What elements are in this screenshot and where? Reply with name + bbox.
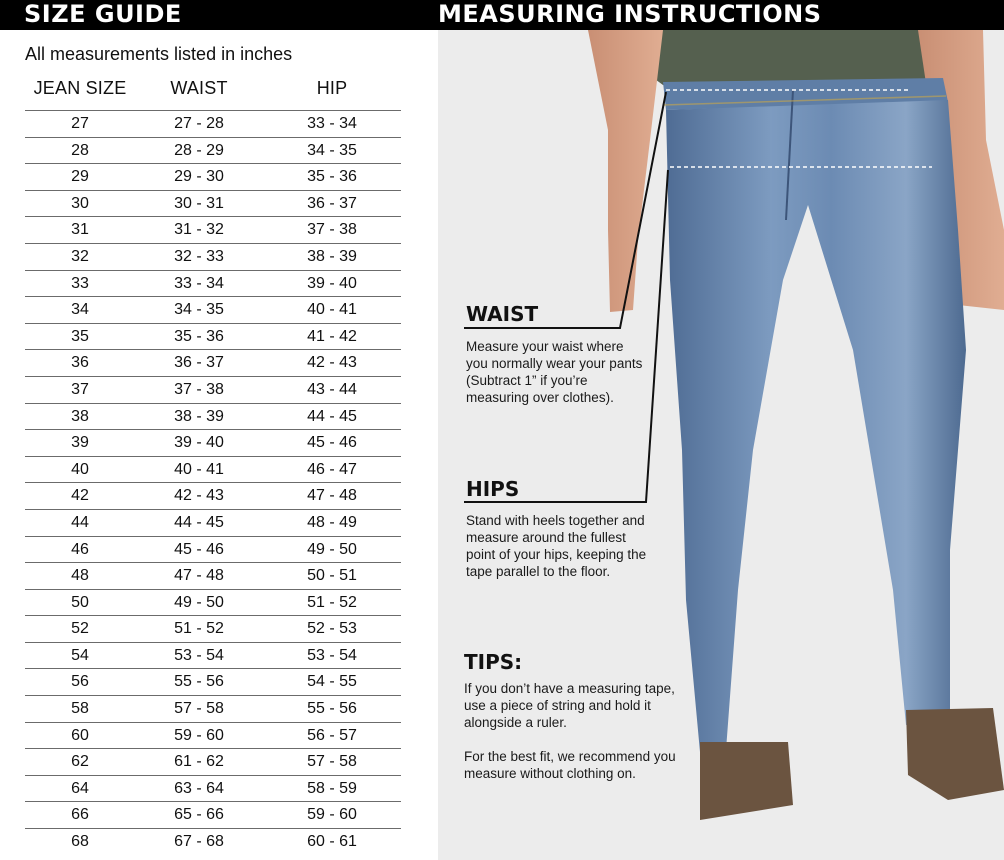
jean-size-cell: 54 [71, 646, 89, 664]
waist-cell: 35 - 36 [174, 327, 224, 345]
waist-cell: 32 - 33 [174, 247, 224, 265]
waist-cell: 61 - 62 [174, 753, 224, 771]
jean-size-cell: 32 [71, 247, 89, 265]
jean-size-cell: 31 [71, 221, 89, 239]
table-row [25, 642, 401, 669]
tips-text-string: If you don’t have a measuring tape, use a piece of string and hold it alongside a ruler. [464, 681, 675, 730]
tips-heading: TIPS: [464, 650, 523, 674]
hip-cell: 53 - 54 [307, 646, 357, 664]
jean-size-cell: 52 [71, 620, 89, 638]
waist-heading: WAIST [466, 302, 539, 326]
table-row [25, 349, 401, 376]
waist-cell: 63 - 64 [174, 779, 224, 797]
hip-cell: 39 - 40 [307, 274, 357, 292]
waist-cell: 51 - 52 [174, 620, 224, 638]
hip-cell: 50 - 51 [307, 567, 357, 585]
hip-cell: 43 - 44 [307, 380, 357, 398]
jean-size-cell: 62 [71, 753, 89, 771]
waist-cell: 34 - 35 [174, 301, 224, 319]
hip-cell: 60 - 61 [307, 833, 357, 851]
table-row [25, 376, 401, 403]
waist-cell: 27 - 28 [174, 115, 224, 132]
jean-size-cell: 33 [71, 274, 89, 292]
hip-cell: 37 - 38 [307, 221, 357, 239]
hip-cell: 33 - 34 [307, 115, 357, 132]
table-row [25, 296, 401, 323]
waist-cell: 29 - 30 [174, 168, 224, 186]
waist-cell: 36 - 37 [174, 354, 224, 372]
table-row [25, 216, 401, 243]
waist-cell: 38 - 39 [174, 407, 224, 425]
table-row [25, 243, 401, 270]
hip-cell: 35 - 36 [307, 168, 357, 186]
waist-cell: 28 - 29 [174, 141, 224, 159]
jean-size-cell: 48 [71, 567, 89, 585]
hip-cell: 44 - 45 [307, 407, 357, 425]
waist-cell: 39 - 40 [174, 434, 224, 452]
jean-size-cell: 36 [71, 354, 89, 372]
table-header [25, 78, 401, 106]
table-row [25, 403, 401, 430]
jeans [666, 100, 966, 752]
waist-cell: 65 - 66 [174, 806, 224, 824]
hip-cell: 34 - 35 [307, 141, 357, 159]
hip-cell: 42 - 43 [307, 354, 357, 372]
measuring-instructions-title: MEASURING INSTRUCTIONS [438, 0, 822, 28]
jean-size-cell: 28 [71, 141, 89, 159]
hip-cell: 41 - 42 [307, 327, 357, 345]
waist-instructions: Measure your waist where you normally wear your pants (Subtract 1” if you’re measuring over clothes). [466, 339, 643, 405]
table-row [25, 190, 401, 217]
jean-size-cell: 64 [71, 779, 89, 797]
jean-size-cell: 56 [71, 673, 89, 691]
table-row [25, 456, 401, 483]
table-row [25, 429, 401, 456]
table-row [25, 110, 401, 137]
hip-cell: 40 - 41 [307, 301, 357, 319]
jean-size-cell: 46 [71, 540, 89, 558]
units-note: All measurements listed in inches [25, 44, 293, 64]
waist-cell: 59 - 60 [174, 726, 224, 744]
hips-heading: HIPS [466, 477, 520, 501]
hip-cell: 57 - 58 [307, 753, 357, 771]
jean-size-cell: 42 [71, 487, 89, 505]
hip-cell: 56 - 57 [307, 726, 357, 744]
table-row [25, 589, 401, 616]
table-row [25, 536, 401, 563]
jeans-model-illustration [438, 30, 1004, 860]
hip-cell: 58 - 59 [307, 779, 357, 797]
hip-cell: 54 - 55 [307, 673, 357, 691]
waist-cell: 40 - 41 [174, 460, 224, 478]
hips-instructions: Stand with heels together and measure around the fullest point of your hips, keeping the tape parallel to the floor. [466, 513, 647, 579]
jean-size-cell: 66 [71, 806, 89, 824]
table-row [25, 163, 401, 190]
tips-text-best-fit: For the best fit, we recommend you measure without clothing on. [464, 749, 676, 781]
hip-cell: 48 - 49 [307, 513, 357, 531]
hip-cell: 38 - 39 [307, 247, 357, 265]
jean-size-cell: 44 [71, 513, 89, 531]
hip-cell: 36 - 37 [307, 194, 357, 212]
hip-cell: 45 - 46 [307, 434, 357, 452]
jean-size-cell: 58 [71, 700, 89, 718]
column-header-jean-size: JEAN SIZE [33, 78, 127, 98]
waist-cell: 49 - 50 [174, 593, 224, 611]
table-row [25, 323, 401, 350]
hip-cell: 46 - 47 [307, 460, 357, 478]
table-row [25, 137, 401, 164]
hip-cell: 59 - 60 [307, 806, 357, 824]
table-row [25, 695, 401, 722]
table-row [25, 801, 401, 828]
hip-cell: 55 - 56 [307, 700, 357, 718]
jean-size-cell: 38 [71, 407, 89, 425]
jean-size-cell: 34 [71, 301, 89, 319]
table-row [25, 828, 401, 855]
jean-size-cell: 30 [71, 194, 89, 212]
column-header-waist: WAIST [170, 78, 228, 98]
jean-size-cell: 50 [71, 593, 89, 611]
waist-cell: 53 - 54 [174, 646, 224, 664]
table-row [25, 722, 401, 749]
model-photo [438, 30, 1004, 860]
table-row [25, 509, 401, 536]
jean-size-cell: 27 [71, 115, 89, 132]
waist-cell: 30 - 31 [174, 194, 224, 212]
hip-cell: 51 - 52 [307, 593, 357, 611]
table-row [25, 748, 401, 775]
size-guide-title: SIZE GUIDE [24, 0, 182, 28]
jean-size-cell: 60 [71, 726, 89, 744]
jean-size-cell: 35 [71, 327, 89, 345]
jean-size-cell: 40 [71, 460, 89, 478]
left-arm [588, 30, 663, 312]
waist-cell: 55 - 56 [174, 673, 224, 691]
waist-cell: 44 - 45 [174, 513, 224, 531]
waist-cell: 47 - 48 [174, 567, 224, 585]
waist-cell: 67 - 68 [174, 833, 224, 851]
column-header-hip: HIP [316, 78, 348, 98]
hip-cell: 47 - 48 [307, 487, 357, 505]
table-row [25, 562, 401, 589]
size-table [25, 110, 401, 855]
waist-cell: 45 - 46 [174, 540, 224, 558]
waist-cell: 31 - 32 [174, 221, 224, 239]
table-row [25, 270, 401, 297]
waist-cell: 37 - 38 [174, 380, 224, 398]
waist-cell: 57 - 58 [174, 700, 224, 718]
left-shoe [700, 742, 793, 820]
jean-size-cell: 29 [71, 168, 89, 186]
jean-size-cell: 37 [71, 380, 89, 398]
jean-size-cell: 39 [71, 434, 89, 452]
hip-cell: 52 - 53 [307, 620, 357, 638]
hip-cell: 49 - 50 [307, 540, 357, 558]
right-shoe [906, 708, 1004, 800]
waist-cell: 42 - 43 [174, 487, 224, 505]
table-row [25, 615, 401, 642]
table-row [25, 668, 401, 695]
jean-size-cell: 68 [71, 833, 89, 851]
waist-cell: 33 - 34 [174, 274, 224, 292]
table-row [25, 482, 401, 509]
table-row [25, 775, 401, 802]
